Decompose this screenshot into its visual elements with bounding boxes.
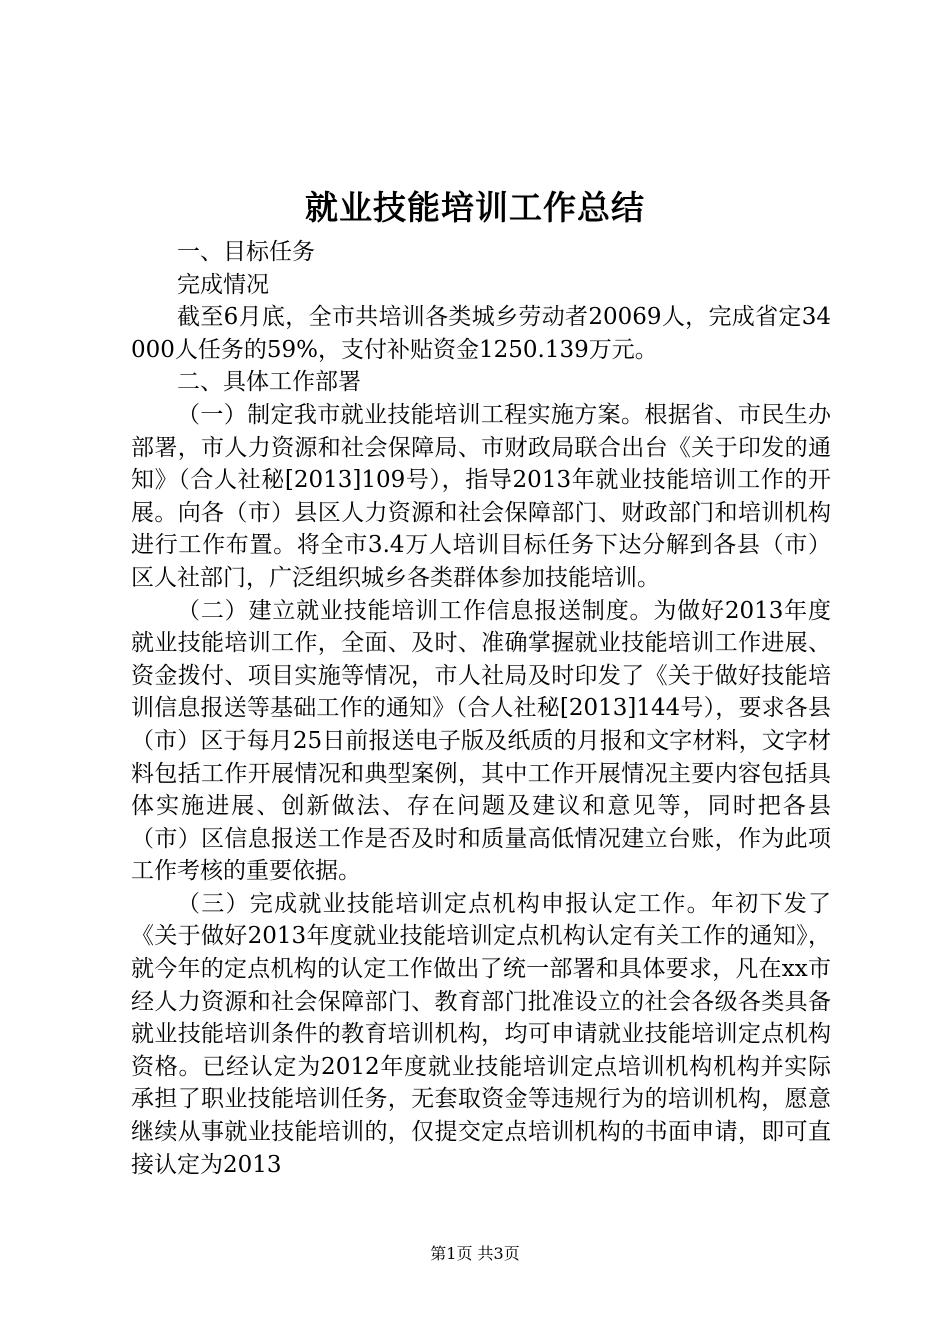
page-number-footer: 第1页 共3页	[430, 1244, 520, 1263]
section-heading-goals: 一、目标任务	[177, 239, 315, 265]
paragraph-item-2: （二）建立就业技能培训工作信息报送制度。为做好2013年度就业技能培训工作，全面、及时、准确掌握就业技能培训工作进展、资金拨付、项目实施等情况，市人社局及时印发了《关于做好技能培训信息报送等基础工作的通知》（合人社秘[2013]144号），要求各县（市）区于每月25日前报送电子版及纸质的月报和文字材料，文字材料包括工作开展情况和典型案例，其中工作开展情况主要内容包括具体实施进展、创新做法、存在问题及建议和意见等，同时把各县（市）区信息报送工作是否及时和质量高低情况建立台账，作为此项工作考核的重要依据。	[131, 597, 831, 885]
document-title: 就业技能培训工作总结	[305, 188, 645, 227]
paragraph-item-3: （三）完成就业技能培训定点机构申报认定工作。年初下发了《关于做好2013年度就业技能培训定点机构认定有关工作的通知》，就今年的定点机构的认定工作做出了统一部署和具体要求，凡在xx市经人力资源和社会保障部门、教育部门批准设立的社会各级各类具备就业技能培训条件的教育培训机构，均可申请就业技能培训定点机构资格。已经认定为2012年度就业技能培训定点培训机构机构并实际承担了职业技能培训任务，无套取资金等违规行为的培训机构，愿意继续从事就业技能培训的，仅提交定点培训机构的书面申请，即可直接认定为2013	[131, 890, 831, 1178]
document-body	[131, 236, 831, 1181]
subheading-completion: 完成情况	[177, 271, 269, 298]
paragraph-item-1: （一）制定我市就业技能培训工程实施方案。根据省、市民生办部署，市人力资源和社会保障局、市财政局联合出台《关于印发的通知》（合人社秘[2013]109号），指导2013年就业技能培训工作的开展。向各（市）县区人力资源和社会保障部门、财政部门和培训机构进行工作布置。将全市3.4万人培训目标任务下达分解到各县（市）区人社部门，广泛组织城乡各类群体参加技能培训。	[131, 401, 831, 591]
paragraph-completion-summary: 截至6月底，全市共培训各类城乡劳动者20069人，完成省定34000人任务的59%，支付补贴资金1250.139万元。	[131, 304, 831, 363]
section-heading-deployment: 二、具体工作部署	[177, 369, 361, 396]
